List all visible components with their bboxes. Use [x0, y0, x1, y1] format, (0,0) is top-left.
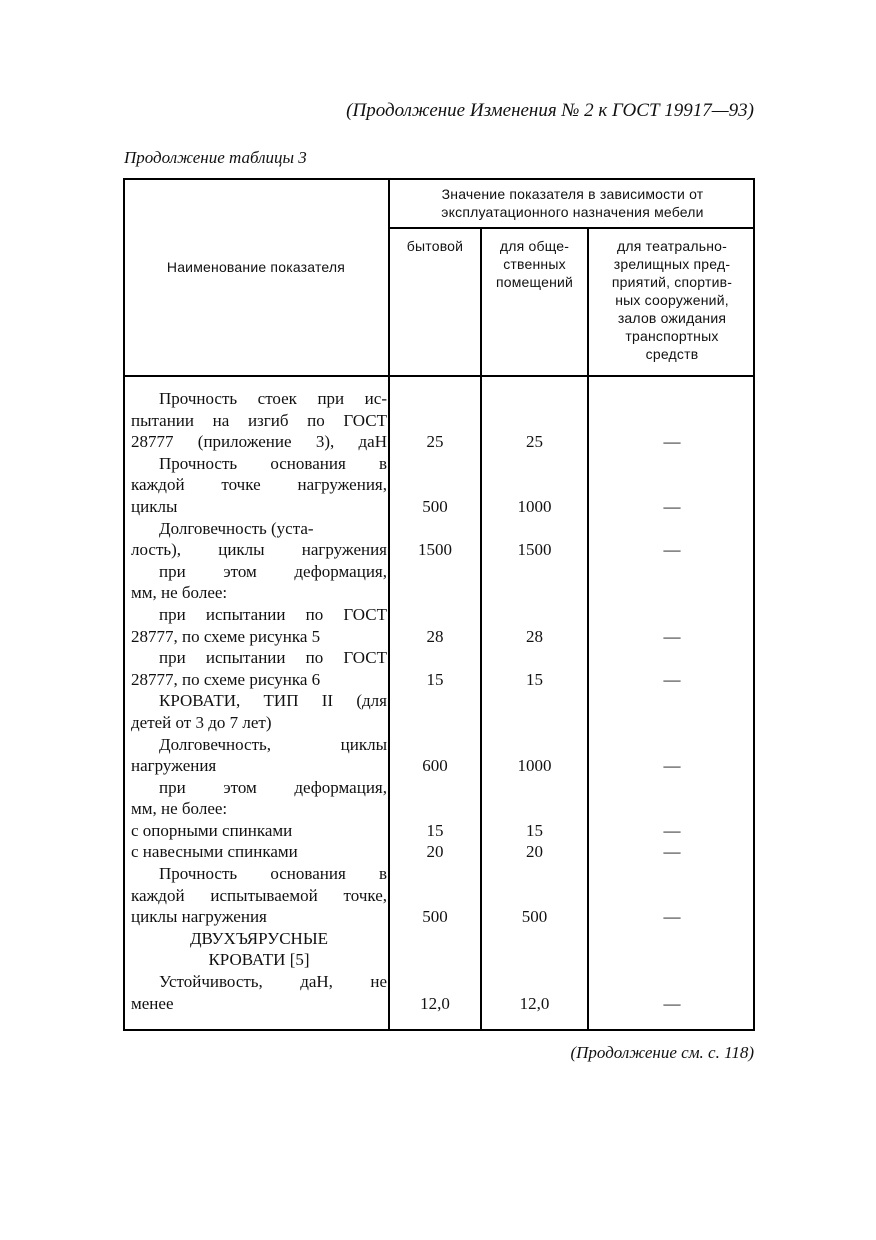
cell-theatre: —: [663, 540, 681, 559]
cell-household: 1500: [418, 540, 452, 559]
cell-public: 1500: [517, 540, 552, 559]
indicator-line: пытании на изгиб по ГОСТ: [131, 410, 387, 430]
cell-theatre: —: [663, 842, 681, 861]
indicator-line: при этом деформация,: [159, 777, 387, 797]
indicator-line: 28777 (приложение 3), даН: [131, 432, 387, 452]
indicator-line: мм, не более:: [131, 583, 228, 603]
cell-household: 500: [422, 497, 448, 516]
cell-public: 12,0: [519, 994, 550, 1013]
indicator-line: Долговечность, циклы: [159, 734, 387, 754]
indicator-line: при испытании по ГОСТ: [159, 604, 387, 624]
cell-household: 20: [426, 842, 444, 861]
header-line: Значение показателя в зависимости от: [441, 186, 704, 202]
column-header-name: Наименование показателя: [166, 259, 346, 275]
cell-household: 15: [426, 821, 444, 840]
cell-theatre: —: [663, 627, 681, 646]
cell-theatre: —: [663, 821, 681, 840]
table-caption: Продолжение таблицы 3: [124, 148, 307, 167]
table-divider: [388, 227, 755, 229]
column-header-household: бытовой: [406, 238, 464, 254]
header-line: приятий, спортив-: [611, 274, 733, 290]
cell-theatre: —: [663, 994, 681, 1013]
cell-theatre: —: [663, 432, 681, 451]
header-line: залов ожидания: [617, 310, 727, 326]
cell-theatre: —: [663, 670, 681, 689]
cell-household: 12,0: [420, 994, 450, 1013]
indicator-line: с опорными спинками: [131, 820, 293, 840]
cell-public: 1000: [517, 497, 552, 516]
indicator-line: каждой точке нагружения,: [131, 475, 387, 495]
cell-public: 15: [526, 821, 543, 840]
indicator-line: менее: [131, 993, 174, 1013]
header-line: для театрально-: [617, 238, 727, 254]
header-line: средств: [645, 346, 699, 362]
cell-public: 500: [521, 907, 548, 926]
indicator-line: Прочность основания в: [159, 453, 387, 473]
indicator-line: КРОВАТИ, ТИП II (для: [159, 691, 387, 711]
cell-household: 600: [422, 756, 448, 775]
header-line: для обще-: [499, 238, 570, 254]
indicator-line: при испытании по ГОСТ: [159, 648, 387, 668]
header-line: эксплуатационного назначения мебели: [441, 204, 704, 220]
header-line: помещений: [495, 274, 574, 290]
cell-household: 25: [426, 432, 444, 451]
indicator-line: детей от 3 до 7 лет): [131, 712, 272, 732]
indicator-line: Долговечность (уста-: [159, 518, 314, 538]
cell-household: 15: [426, 670, 444, 689]
indicator-line: Прочность основания в: [159, 864, 387, 884]
indicator-line: при этом деформация,: [159, 561, 387, 581]
cell-theatre: —: [663, 756, 681, 775]
header-line: зрелищных пред-: [613, 256, 731, 272]
cell-public: 15: [526, 670, 543, 689]
indicator-line: циклы: [131, 496, 178, 516]
indicator-line: Устойчивость, даН, не: [159, 972, 387, 992]
page-footer-continuation: (Продолжение см. с. 118): [570, 1043, 754, 1062]
header-line: транспортных: [625, 328, 719, 344]
indicator-names: [131, 388, 387, 1014]
header-line: ных сооружений,: [615, 292, 729, 308]
indicator-line: циклы нагружения: [131, 907, 267, 927]
indicator-line: 28777, по схеме рисунка 5: [131, 626, 321, 646]
cell-theatre: —: [663, 497, 681, 516]
indicator-line: каждой испытываемой точке,: [131, 885, 387, 905]
indicator-line: Прочность стоек при ис-: [159, 389, 387, 408]
column-header-theatre: [589, 237, 755, 363]
indicator-line: нагружения: [131, 756, 217, 776]
cell-household: 500: [422, 907, 448, 926]
indicator-line: лость), циклы нагружения: [131, 540, 387, 560]
column-header-public: [482, 237, 587, 291]
indicator-line: КРОВАТИ [5]: [208, 950, 310, 970]
indicator-line: ДВУХЪЯРУСНЫЕ: [189, 928, 329, 948]
cell-public: 1000: [517, 756, 552, 775]
header-line: ственных: [503, 256, 566, 272]
table-divider: [123, 375, 755, 377]
indicator-line: мм, не более:: [131, 799, 228, 819]
cell-theatre: —: [663, 907, 681, 926]
column-group-header: [390, 185, 755, 221]
indicator-line: с навесными спинками: [131, 842, 298, 862]
cell-public: 28: [526, 627, 543, 646]
page-header-continuation: (Продолжение Изменения № 2 к ГОСТ 19917—93): [346, 100, 754, 121]
cell-household: 28: [426, 627, 444, 646]
indicator-line: 28777, по схеме рисунка 6: [131, 669, 321, 689]
cell-public: 20: [526, 842, 543, 861]
table-divider: [388, 178, 390, 1031]
cell-public: 25: [526, 432, 543, 451]
